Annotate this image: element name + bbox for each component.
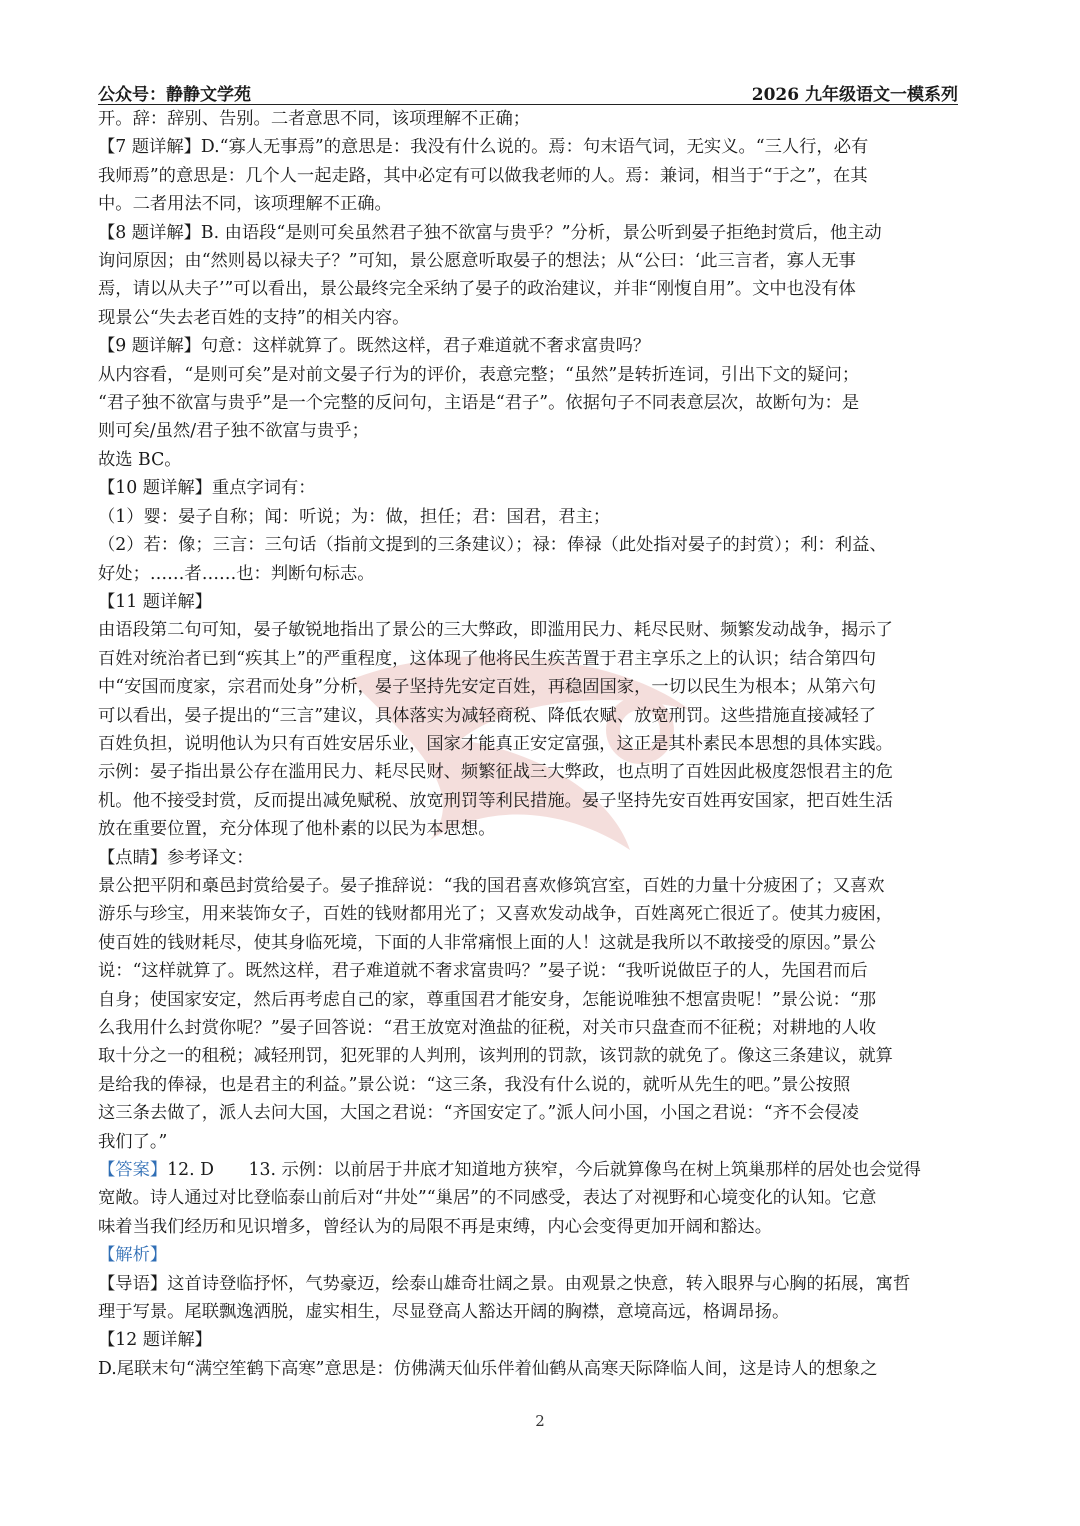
text-segment: 从内容看，“是则可矣”是对前文晏子行为的评价，表意完整；“虽然”是转折连词，引出下文的疑问； — [98, 364, 860, 385]
text-line — [98, 730, 978, 758]
text-line — [98, 162, 978, 190]
text-line — [98, 332, 978, 360]
text-segment: 则可矣/虽然/君子独不欲富与贵乎； — [98, 421, 369, 442]
text-line — [98, 389, 978, 417]
text-segment: 【9 题详解】句意：这样就算了。既然这样，君子难道就不奢求富贵吗？ — [98, 336, 651, 357]
text-segment: 百姓对统治者已到“疾其上”的严重程度，这体现了他将民生疾苦置于君主享乐之上的认识；结合第四句 — [98, 648, 877, 669]
text-line — [98, 872, 978, 900]
header-left: 公众号：静静文学苑 — [98, 85, 251, 105]
text-line — [98, 787, 978, 815]
text-segment: 宽敞。诗人通过对比登临泰山前后对“井处”“巢居”的不同感受，表达了对视野和心境变化的认知。它意 — [98, 1188, 877, 1209]
text-line — [98, 1298, 978, 1326]
text-line — [98, 588, 978, 616]
text-segment: 放在重要位置，充分体现了他朴素的以民为本思想。 — [98, 819, 496, 840]
text-line — [98, 1184, 978, 1212]
text-line — [98, 986, 978, 1014]
text-segment: 味着当我们经历和见识增多，曾经认为的局限不再是束缚，内心会变得更加开阔和豁达。 — [98, 1216, 772, 1237]
text-segment: 中。二者用法不同，该项理解不正确。 — [98, 194, 392, 215]
page-header — [98, 78, 958, 105]
text-line — [98, 929, 978, 957]
text-segment: 景公把平阴和槀邑封赏给晏子。晏子推辞说：“我的国君喜欢修筑宫室，百姓的力量十分疲困了；又喜欢 — [98, 875, 885, 896]
section-label: 【解析】 — [98, 1245, 168, 1266]
text-line — [98, 1099, 978, 1127]
text-segment: 由语段第二句可知，晏子敏锐地指出了景公的三大弊政，即滥用民力、耗尽民财、频繁发动战争，揭示了 — [98, 620, 893, 641]
text-segment: 使百姓的钱财耗尽，使其身临死境，下面的人非常痛恨上面的人！这就是我所以不敢接受的原因。”景公 — [98, 932, 876, 953]
text-line — [98, 1355, 978, 1383]
text-line — [98, 1326, 978, 1354]
text-line — [98, 1042, 978, 1070]
text-line — [98, 531, 978, 559]
text-segment: 百姓负担，说明他认为只有百姓安居乐业，国家才能真正安定富强，这正是其朴素民本思想的具体实践。 — [98, 733, 893, 754]
text-segment: 这三条去做了，派人去问大国，大国之君说：“齐国安定了。”派人问小国，小国之君说：“齐不会侵凌 — [98, 1103, 859, 1124]
text-line — [98, 1156, 978, 1184]
text-segment: 游乐与珍宝，用来装饰女子，百姓的钱财都用光了；又喜欢发动战争，百姓离死亡很近了。使其力疲困， — [98, 904, 893, 925]
text-line — [98, 560, 978, 588]
text-line — [98, 758, 978, 786]
text-segment: D.尾联末句“满空笙鹤下高寒”意思是：仿佛满天仙乐伴着仙鹤从高寒天际降临人间，这是诗人的想象之 — [98, 1358, 878, 1379]
text-segment: 说：“这样就算了。既然这样，君子难道就不奢求富贵吗？”晏子说：“我听说做臣子的人，先国君而后 — [98, 961, 868, 982]
text-segment: 么我用什么封赏你呢？”晏子回答说：“君王放宽对渔盐的征税，对关市只盘查而不征税；对耕地的人收 — [98, 1018, 877, 1038]
text-segment: 是给我的俸禄，也是君主的利益。”景公说：“这三条，我没有什么说的，就听从先生的吧。”景公按照 — [98, 1074, 851, 1095]
text-line — [98, 1014, 978, 1042]
text-segment: 理于写景。尾联飘逸洒脱，虚实相生，尽显登高人豁达开阔的胸襟，意境高远，格调昂扬。 — [98, 1302, 790, 1323]
text-segment: 可以看出，晏子提出的“三言”建议，具体落实为减轻商税、降低农赋、放宽刑罚。这些措施直接减轻了 — [98, 705, 877, 726]
text-line — [98, 702, 978, 730]
text-segment: 【点睛】参考译文： — [98, 847, 254, 868]
document-body — [98, 105, 978, 1383]
text-segment: （2）若：像；三言：三句话（指前文提到的三条建议）；禄：俸禄（此处指对晏子的封赏）；利：利益、 — [98, 535, 887, 556]
text-line — [98, 1071, 978, 1099]
text-segment: 【7 题详解】D.“寡人无事焉”的意思是：我没有什么说的。焉：句末语气词，无实义。“三人行，必有 — [98, 137, 869, 158]
text-line — [98, 446, 978, 474]
text-segment: 【8 题详解】B. 由语段“是则可矣虽然君子独不欲富与贵乎？”分析，景公听到晏子拒绝封赏后，他主动 — [98, 222, 882, 243]
text-segment: 我师焉”的意思是：几个人一起走路，其中必定有可以做我老师的人。焉：兼词，相当于“于之”，在其 — [98, 165, 868, 186]
text-segment: “君子独不欲富与贵乎”是一个完整的反问句，主语是“君子”。依据句子不同表意层次，故断句为：是 — [98, 393, 860, 414]
text-line — [98, 900, 978, 928]
text-line — [98, 1241, 978, 1269]
text-segment: 中“安国而度家，宗君而处身”分析，晏子坚持先安定百姓，再稳固国家，一切以民生为根本；从第六句 — [98, 677, 877, 698]
text-segment: 【导语】这首诗登临抒怀，气势豪迈，绘泰山雄奇壮阔之景。由观景之快意，转入眼界与心胸的拓展，寓哲 — [98, 1273, 911, 1294]
text-line — [98, 275, 978, 303]
text-segment: 12. D 13. 示例：以前居于井底才知道地方狭窄，今后就算像鸟在树上筑巢那样的居处也会觉得 — [167, 1160, 921, 1181]
text-segment: 好处；……者……也：判断句标志。 — [98, 563, 375, 584]
text-line — [98, 219, 978, 247]
text-line — [98, 304, 978, 332]
text-line — [98, 1128, 978, 1156]
text-line — [98, 673, 978, 701]
text-line — [98, 133, 978, 161]
text-segment: 示例：晏子指出景公存在滥用民力、耗尽民财、频繁征战三大弊政，也点明了百姓因此极度怨恨君主的危 — [98, 762, 893, 783]
text-segment: 【12 题详解】 — [98, 1330, 212, 1351]
section-label: 【答案】 — [98, 1160, 168, 1181]
text-segment: 询问原因；由“然则曷以禄夫子？”可知，景公愿意听取晏子的想法；从“公曰：‘此三言者，寡人无事 — [98, 251, 856, 272]
text-line — [98, 190, 978, 218]
text-segment: 机。他不接受封赏，反而提出减免赋税、放宽刑罚等利民措施。晏子坚持先安百姓再安国家，把百姓生活 — [98, 790, 893, 811]
text-segment: 【10 题详解】重点字词有： — [98, 478, 316, 499]
text-line — [98, 616, 978, 644]
text-line — [98, 844, 978, 872]
text-line — [98, 417, 978, 445]
text-segment: 故选 BC。 — [98, 449, 182, 470]
text-segment: 焉，请以从夫子’”可以看出，景公最终完全采纳了晏子的政治建议，并非“刚愎自用”。文中也没有体 — [98, 279, 856, 300]
text-line — [98, 503, 978, 531]
text-segment: 【11 题详解】 — [98, 591, 212, 612]
text-line — [98, 105, 978, 133]
text-line — [98, 645, 978, 673]
text-line — [98, 815, 978, 843]
header-right: 2026 九年级语文一模系列 — [751, 85, 958, 105]
text-line — [98, 474, 978, 502]
page-number: 2 — [535, 1412, 545, 1430]
text-line — [98, 1270, 978, 1298]
text-line — [98, 361, 978, 389]
text-segment: （1）婴：晏子自称；闻：听说；为：做，担任；君：国君，君主； — [98, 506, 611, 527]
text-segment: 开。辞：辞别、告别。二者意思不同，该项理解不正确； — [98, 109, 531, 129]
text-line — [98, 247, 978, 275]
text-segment: 我们了。” — [98, 1131, 168, 1152]
text-line — [98, 1213, 978, 1241]
text-line — [98, 957, 978, 985]
text-segment: 现景公“失去老百姓的支持”的相关内容。 — [98, 307, 410, 328]
text-segment: 自身；使国家安定，然后再考虑自己的家，尊重国君才能安身，怎能说唯独不想富贵呢！”景公说：“那 — [98, 989, 877, 1010]
text-segment: 取十分之一的租税；减轻刑罚，犯死罪的人判刑，该判刑的罚款，该罚款的就免了。像这三条建议，就算 — [98, 1046, 893, 1067]
